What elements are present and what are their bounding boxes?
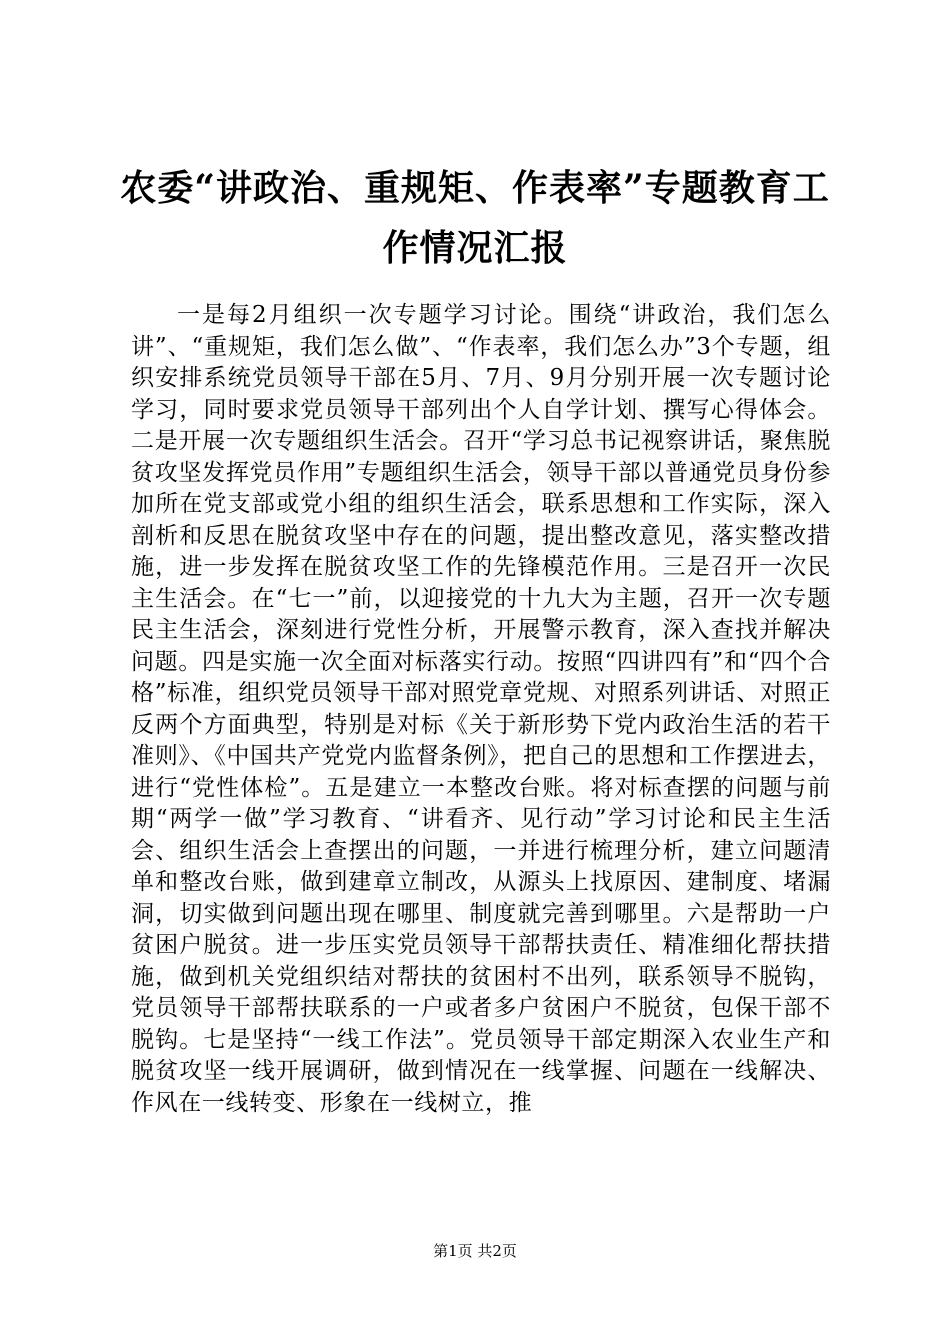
page-footer: 第1页 共2页 bbox=[433, 1242, 517, 1260]
document-title: 农委“讲政治、重规矩、作表率”专题教育工作情况汇报 bbox=[120, 167, 830, 269]
body-paragraph: 一是每2月组织一次专题学习讨论。围绕“讲政治，我们怎么讲”、“重规矩，我们怎么做”、“作表率，我们怎么办”3个专题，组织安排系统党员领导干部在5月、7月、9月分别开展一次专题讨论学习，同时要求党员领导干部列出个人自学计划、撰写心得体会。二是开展一次专题组织生活会。召开“学习总书记视察讲话，聚焦脱贫攻坚发挥党员作用”专题组织生活会，领导干部以普通党员身份参加所在党支部或党小组的组织生活会，联系思想和工作实际，深入剖析和反思在脱贫攻坚中存在的问题，提出整改意见，落实整改措施，进一步发挥在脱贫攻坚工作的先锋模范作用。三是召开一次民主生活会。在“七一”前，以迎接党的十九大为主题，召开一次专题民主生活会，深刻进行党性分析，开展警示教育，深入查找并解决问题。四是实施一次全面对标落实行动。按照“四讲四有”和“四个合格”标准，组织党员领导干部对照党章党规、对照系列讲话、对照正反两个方面典型，特别是对标《关于新形势下党内政治生活的若干准则》、《中国共产党党内监督条例》，把自己的思想和工作摆进去，进行“党性体检”。五是建立一本整改台账。将对标查摆的问题与前期“两学一做”学习教育、“讲看齐、见行动”学习讨论和民主生活会、组织生活会上查摆出的问题，一并进行梳理分析，建立问题清单和整改台账，做到建章立制改，从源头上找原因、建制度、堵漏洞，切实做到问题出现在哪里、制度就完善到哪里。六是帮助一户贫困户脱贫。进一步压实党员领导干部帮扶责任、精准细化帮扶措施，做到机关党组织结对帮扶的贫困村不出列，联系领导不脱钩，党员领导干部帮扶联系的一户或者多户贫困户不脱贫，包保干部不脱钩。七是坚持“一线工作法”。党员领导干部定期深入农业生产和脱贫攻坚一线开展调研，做到情况在一线掌握、问题在一线解决、作风在一线转变、形象在一线树立，推 bbox=[131, 302, 831, 1116]
